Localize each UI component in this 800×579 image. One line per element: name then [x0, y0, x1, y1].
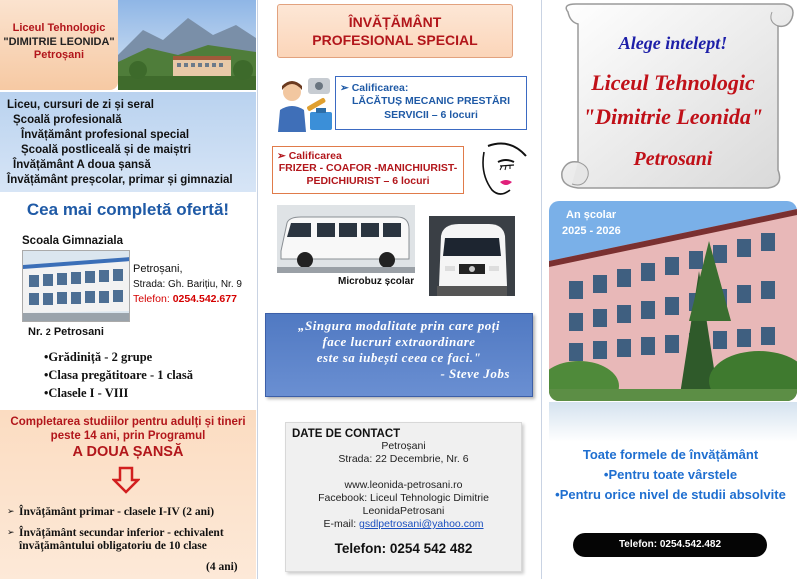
school-bus-photo-1	[277, 205, 415, 273]
gimnaziala-phone-label: Telefon:	[133, 293, 170, 305]
contact-city: Petroșani	[381, 440, 426, 452]
bus-caption: Microbuz școlar	[338, 276, 415, 287]
offers-list	[0, 92, 256, 192]
school-name-line2: "Dimitrie Leonida"	[582, 104, 764, 129]
school-header-line2: "DIMITRIE LEONIDA"	[3, 36, 115, 48]
qualification-hairdresser-head: ➢ Calificarea	[277, 150, 342, 162]
second-chance-years: (4 ani)	[206, 561, 238, 573]
contact-email-label: E-mail:	[323, 518, 360, 530]
qualification-mechanic-head: ➢ Calificarea:	[340, 82, 409, 94]
school-header-line1: Liceul Tehnologic	[12, 22, 106, 34]
school-header-line3: Petroșani	[33, 49, 85, 61]
offer-item: Școală profesională	[13, 114, 122, 126]
quote-line3: este sa iubești ceea ce faci."	[316, 350, 482, 365]
quote-author: - Steve Jobs	[440, 366, 510, 381]
qualification-hairdresser-line2: PEDICHIURIST – 6 locuri	[306, 175, 430, 187]
gimnaziala-phone-value: 0254.542.677	[172, 293, 237, 305]
second-chance-title-line2: peste 14 ani, prin Programul	[50, 430, 206, 442]
phone-pill: Telefon: 0254.542.482	[573, 533, 767, 557]
class-item: •Clasele I - VIII	[44, 386, 129, 400]
mountain-town-photo	[118, 0, 256, 90]
offer-item: Învățământ A doua șansă	[13, 159, 151, 171]
second-chance-title	[0, 415, 256, 443]
class-item: •Clasa pregătitoare - 1 clasă	[44, 368, 194, 382]
second-chance-item: ➢ Învățământ primar - clasele I-IV (2 ani)	[7, 506, 251, 519]
school-year-label: An școlar	[566, 209, 617, 221]
qualification-hairdresser	[272, 146, 464, 194]
offer-item: Școală postliceală și de maiștri	[21, 144, 192, 156]
gimnaziala-nr-label: Nr.	[28, 326, 43, 338]
gimnaziala-photo	[22, 250, 130, 322]
mountain-landscape-image	[118, 0, 256, 90]
quote-line2: face lucruri extraordinare	[322, 334, 476, 349]
qualification-hairdresser-line1: FRIZER - COAFOR -MANICHIURIST-	[278, 162, 458, 174]
school-building-image	[23, 251, 130, 322]
contact-phone: Telefon: 0254 542 482	[334, 541, 473, 556]
school-header	[0, 0, 118, 90]
gimnaziala-title: Scoala Gimnaziala	[22, 235, 123, 247]
second-chance-program: A DOUA ȘANSĂ	[72, 444, 184, 460]
contact-facebook-line1[interactable]: Facebook: Liceul Tehnologic Dimitrie	[318, 492, 489, 504]
offer-item: Învățământ profesional special	[21, 129, 190, 141]
gimnaziala-city: Petroșani,	[133, 263, 183, 275]
quote-box	[265, 313, 533, 397]
qualification-mechanic	[335, 76, 527, 130]
gimnaziala-street: Strada: Gh. Barițiu, Nr. 9	[133, 279, 242, 290]
gimnaziala-phone	[133, 292, 242, 307]
school-city: Petrosani	[633, 148, 713, 170]
gimnaziala-address	[133, 262, 242, 307]
gimnaziala-classes	[44, 348, 193, 402]
school-name-line1: Liceul Tehnologic	[591, 70, 755, 95]
van-image	[429, 216, 515, 296]
class-item: •Grădiniță - 2 grupe	[44, 350, 153, 364]
photo-reflection	[549, 402, 797, 442]
qualification-mechanic-line2: SERVICII – 6 locuri	[384, 109, 478, 121]
second-chance-item: ➢ Învățământ secundar inferior - echivalent învățământului obligatoriu de 10 clase	[7, 527, 251, 553]
contact-street: Strada: 22 Decembrie, Nr. 6	[338, 453, 469, 465]
qualification-mechanic-line1: LĂCĂTUȘ MECANIC PRESTĂRI	[351, 95, 511, 107]
mechanic-worker-icon	[272, 76, 336, 134]
quote-line1: „Singura modalitate prin care poți	[298, 318, 500, 333]
contact-box	[285, 422, 522, 572]
gimnaziala-number	[28, 326, 104, 338]
second-chance-list	[7, 506, 251, 561]
offer-item: Liceu, cursuri de zi și seral	[7, 99, 155, 111]
gimnaziala-nr-value: 2	[45, 327, 51, 337]
contact-facebook-line2[interactable]: LeonidaPetrosani	[362, 505, 445, 517]
best-offer-heading: Cea mai completă ofertă!	[26, 200, 230, 219]
slogan: Alege intelept!	[618, 33, 728, 53]
contact-email-link[interactable]: gsdlpetrosani@yahoo.com	[359, 518, 484, 530]
school-year-value: 2025 - 2026	[562, 225, 621, 237]
special-education-banner	[277, 4, 513, 58]
school-bus-photo-2	[429, 216, 515, 296]
gimnaziala-nr-city: Petrosani	[53, 326, 104, 338]
beauty-face-icon	[470, 140, 532, 200]
special-education-line2: PROFESIONAL SPECIAL	[312, 32, 478, 48]
minibus-image	[277, 205, 415, 273]
education-levels: •Pentru orice nivel de studii absolvite	[555, 487, 786, 502]
contact-website-link[interactable]: www.leonida-petrosani.ro	[344, 479, 463, 491]
education-ages: •Pentru toate vârstele	[603, 467, 738, 482]
arrow-down-icon	[112, 466, 140, 494]
second-chance-title-line1: Completarea studiilor pentru adulți și tineri	[10, 416, 246, 428]
offer-item: Învățământ preșcolar, primar și gimnazial	[7, 174, 233, 186]
contact-title: DATE DE CONTACT	[292, 428, 401, 440]
education-forms: Toate formele de învățământ	[582, 447, 759, 462]
special-education-line1: ÎNVĂȚĂMÂNT	[348, 14, 442, 30]
school-year	[562, 207, 621, 239]
contact-email-row	[292, 518, 515, 531]
